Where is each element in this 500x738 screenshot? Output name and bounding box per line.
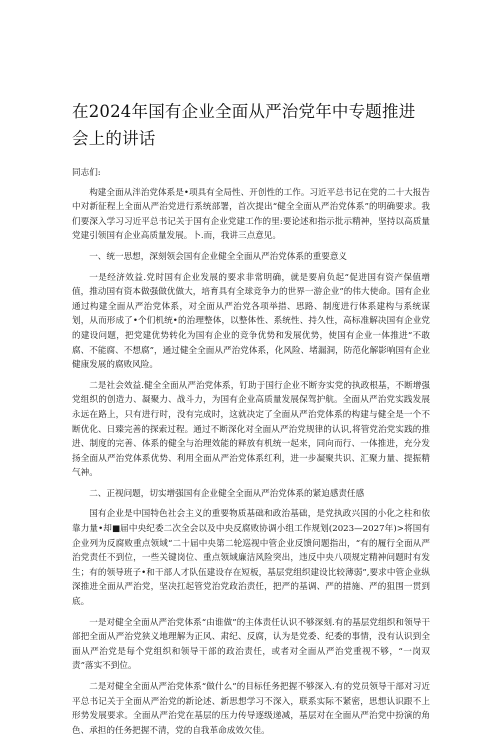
document-body [72, 166, 430, 738]
body-paragraph: 构建全面从泮治党体系是•项具有全局性、开创性的工作。习近平总书记在党的二十大报告中对新征程上全面从严治党进行系统部署，首次提出“健全全面从严治党体系”的明确要求。我们要深入学习习近平总书记关于国有企业党建工作的里:要论述和指示批示精神，坚持以高质量党建引领国有企业高质量发展。卜.而，我讲三点意见。 [72, 187, 430, 242]
body-paragraph: 一是经济效益.党时国有企业发展的要求非常明确，就是要肩负起“促进国有资产保值增值，推动国有资本做强做优做大，培育具有全球竞争力的世界一游企业”的伟大使命。国有企业通过构建全面从严治党体系，对全面从严治党各项举措、思路、制度进行体系建构与系统谋划，从而形成了•个们机统•的治理整体，以整体性、系统性、持久性，高标准解决国有企业党的建设问题，把党建优势转化为国有企业的竞争优势和发展优势，使国有企业一体推进“不敢腐、不能腐、不想腐”，通过健全全面从严治党体系，化风险、堵漏洞，防范化解影响国有企业健康发展的腐败风险。 [72, 272, 430, 371]
body-paragraph: 二是对健全全面从严治党体系“做什么”的目标任务把握不够深入.有的党员领导干部对习近平总书记关于全面从严治党的新论述、新思想学习不深入，联系实际不紧密，思想认识跟不上形势发展要求。全面从严治党在基层的压力传导逐级递减，基层对在全面从严治党中扮演的角色、承担的任务把握不清，党的自我革命成效欠佳。 [72, 682, 430, 736]
section-heading: 一、统一思想，深刻领会国有企业健全全面从严治党体系的重要意义 [89, 251, 348, 262]
paragraph-list [72, 186, 430, 738]
section-heading: 二、正视问题，切实增强国有企业健全全面从严治党体系的紧迫感责任感 [89, 488, 365, 499]
body-paragraph: 国有企业是中国特色社会主义的重要物质基础和政治基础，是党执政兴国的小化之柱和依靠力量•却■届中央纪委二次全会以及中央反腐败协调小组工作规划(2023—2027年)>将国有企业列为反腐败重点领域“二十届中央第二轮巡视中管企业反馈问题指出，“有的履行全面从严治党责任不到位，一些关键岗位、重点领域廉洁风险突出，违反中央八项规定精神问题时有发生；有的领导班子•和干部人才队伍建设存在短板，基层党组织建设比较薄弱”,要求中管企业纵深推进全面从严治党，坚决扛起管党治党政治责任，把严的基调、严的措施、严的狙围一贯到底。 [72, 509, 430, 608]
body-paragraph: 一是对健全全面从严治党体系“由谁做”的主体责任认识不够深刻.有的基层党组织和领导干部把全面从严治党狭义地理解为正风、肃纪、反腐，认为是党委、纪委的事情，没有认识到全面从严治党是每个党组织和领导干部的政治责任，或者对全面从严治党重视不够，“一岗双责”落实不到位。 [72, 617, 430, 672]
document-title: 在2024年国有企业全面从严治党年中专题推进会上的讲话 [72, 102, 416, 148]
salutation: 同志们: [72, 168, 101, 178]
body-paragraph: 二是社会效益.健全全面从严治党体系，钉助于国行企业不断夯实党的执政根基，不断增强党组织的创造力、凝聚力、战斗力，为国有企业高质量发展保驾护航。全面从严治党实践发展永远在路上，只有进行时，没有完成时，这就决定了全面从严治党体系的构建与健全是一个不断优化、日臻完善的探索过程。通过不断深化对全面从严治党规律的认识,将管党治党实践的推进、制度的完善、体系的健全与治理效能的释放有机统一起来，同向而行、一体推进，充分发扬全面从严治党体系优势、利用全面从严治党体系红利，进一步凝聚共识、汇聚力量、提振精气神。 [72, 380, 430, 479]
